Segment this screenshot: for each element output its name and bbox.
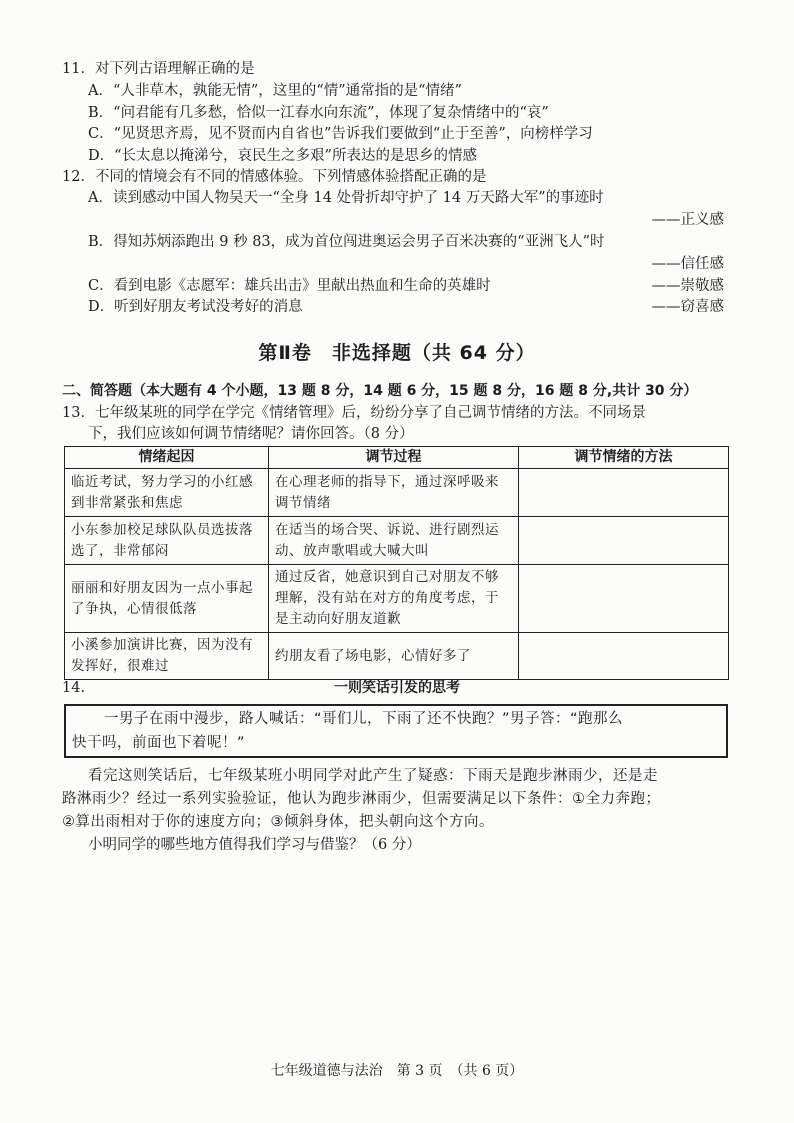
page-footer: 七年级道德与法治 第 3 页 （共 6 页）: [270, 1063, 524, 1079]
cell-cause: 小溪参加演讲比赛，因为没有发挥好，很难过: [65, 633, 269, 680]
q12-option-d-emotion: ——窃喜感: [651, 299, 724, 315]
cell-process: 在心理老师的指导下，通过深呼吸来调节情绪: [269, 469, 519, 517]
header-method: 调节情绪的方法: [519, 447, 729, 469]
cell-cause: 小东参加校足球队队员选拔落选了，非常郁闷: [65, 517, 269, 565]
cell-cause: 丽丽和好朋友因为一点小事起了争执，心情很低落: [65, 565, 269, 633]
emotion-regulation-table: [64, 446, 729, 680]
q11-option-b: B．“问君能有几多愁，恰似一江春水向东流”，体现了复杂情绪中的“哀”: [88, 105, 549, 121]
cell-process: 通过反省，她意识到自己对朋友不够理解，没有站在对方的角度考虑，于是主动向好朋友道歉: [269, 565, 519, 633]
q12-option-d: D．听到好朋友考试没考好的消息: [88, 299, 303, 315]
q12-option-c: C．看到电影《志愿军：雄兵出击》里献出热血和生命的英雄时: [88, 278, 491, 294]
answer-cell[interactable]: [519, 517, 729, 565]
answer-cell[interactable]: [519, 565, 729, 633]
table-row: [65, 633, 729, 680]
cell-process: 约朋友看了场电影，心情好多了: [269, 633, 519, 680]
header-process: 调节过程: [269, 447, 519, 469]
q11-option-c: C．“见贤思齐焉，见不贤而内自省也”告诉我们要做到“止于至善”，向榜样学习: [88, 126, 593, 142]
header-cause: 情绪起因: [65, 447, 269, 469]
q13-stem-line2: 下，我们应该如何调节情绪呢？请你回答。（8 分）: [88, 426, 414, 442]
q14-number: 14.: [62, 680, 86, 696]
table-row: [65, 469, 729, 517]
q14-para-line3: ②算出雨相对于你的速度方向；③倾斜身体，把头朝向这个方向。: [62, 814, 494, 830]
q14-question: 小明同学的哪些地方值得我们学习与借鉴？（6 分）: [88, 837, 421, 853]
q11-stem: 11．对下列古语理解正确的是: [62, 61, 255, 77]
q14-title: 一则笑话引发的思考: [334, 680, 460, 696]
cell-cause: 临近考试，努力学习的小红感到非常紧张和焦虑: [65, 469, 269, 517]
q12-option-a-emotion: ——正义感: [651, 212, 724, 228]
q11-option-a: A．“人非草木，孰能无情”，这里的“情”通常指的是“情绪”: [88, 83, 462, 99]
q12-option-b: B．得知苏炳添跑出 9 秒 83，成为首位闯进奥运会男子百米决赛的“亚洲飞人”时: [88, 234, 605, 250]
table-row: [65, 517, 729, 565]
answer-cell[interactable]: [519, 633, 729, 680]
q11-option-d: D．“长太息以掩涕兮，哀民生之多艰”所表达的是思乡的情感: [88, 148, 477, 164]
answer-cell[interactable]: [519, 469, 729, 517]
q12-option-c-emotion: ——崇敬感: [651, 278, 724, 294]
section-title: 第Ⅱ卷 非选择题（共 64 分）: [258, 342, 536, 364]
table-header-row: [65, 447, 729, 469]
q12-option-a: A．读到感动中国人物吴天一“全身 14 处骨折却守护了 14 万天路大军”的事迹时: [88, 190, 604, 206]
q13-stem-line1: 13．七年级某班的同学在学完《情绪管理》后，纷纷分享了自己调节情绪的方法。不同场景: [62, 405, 646, 421]
q12-stem: 12．不同的情境会有不同的情感体验。下列情感体验搭配正确的是: [62, 169, 487, 185]
joke-line2: 快干吗，前面也下着呢！”: [72, 735, 246, 751]
cell-process: 在适当的场合哭、诉说、进行剧烈运动、放声歌唱或大喊大叫: [269, 517, 519, 565]
q14-para-line2: 路淋雨少？经过一系列实验验证，他认为跑步淋雨少，但需要满足以下条件：①全力奔跑；: [62, 791, 661, 807]
table-row: [65, 565, 729, 633]
joke-line1: 一男子在雨中漫步，路人喊话：“哥们儿，下雨了还不快跑？”男子答：“跑那么: [104, 711, 624, 727]
part2-header: 二、简答题（本大题有 4 个小题，13 题 8 分，14 题 6 分，15 题 8 分，16 题 8 分,共计 30 分）: [62, 383, 698, 399]
q14-para-line1: 看完这则笑话后，七年级某班小明同学对此产生了疑惑：下雨天是跑步淋雨少，还是走: [88, 768, 658, 784]
q12-option-b-emotion: ——信任感: [651, 256, 724, 272]
